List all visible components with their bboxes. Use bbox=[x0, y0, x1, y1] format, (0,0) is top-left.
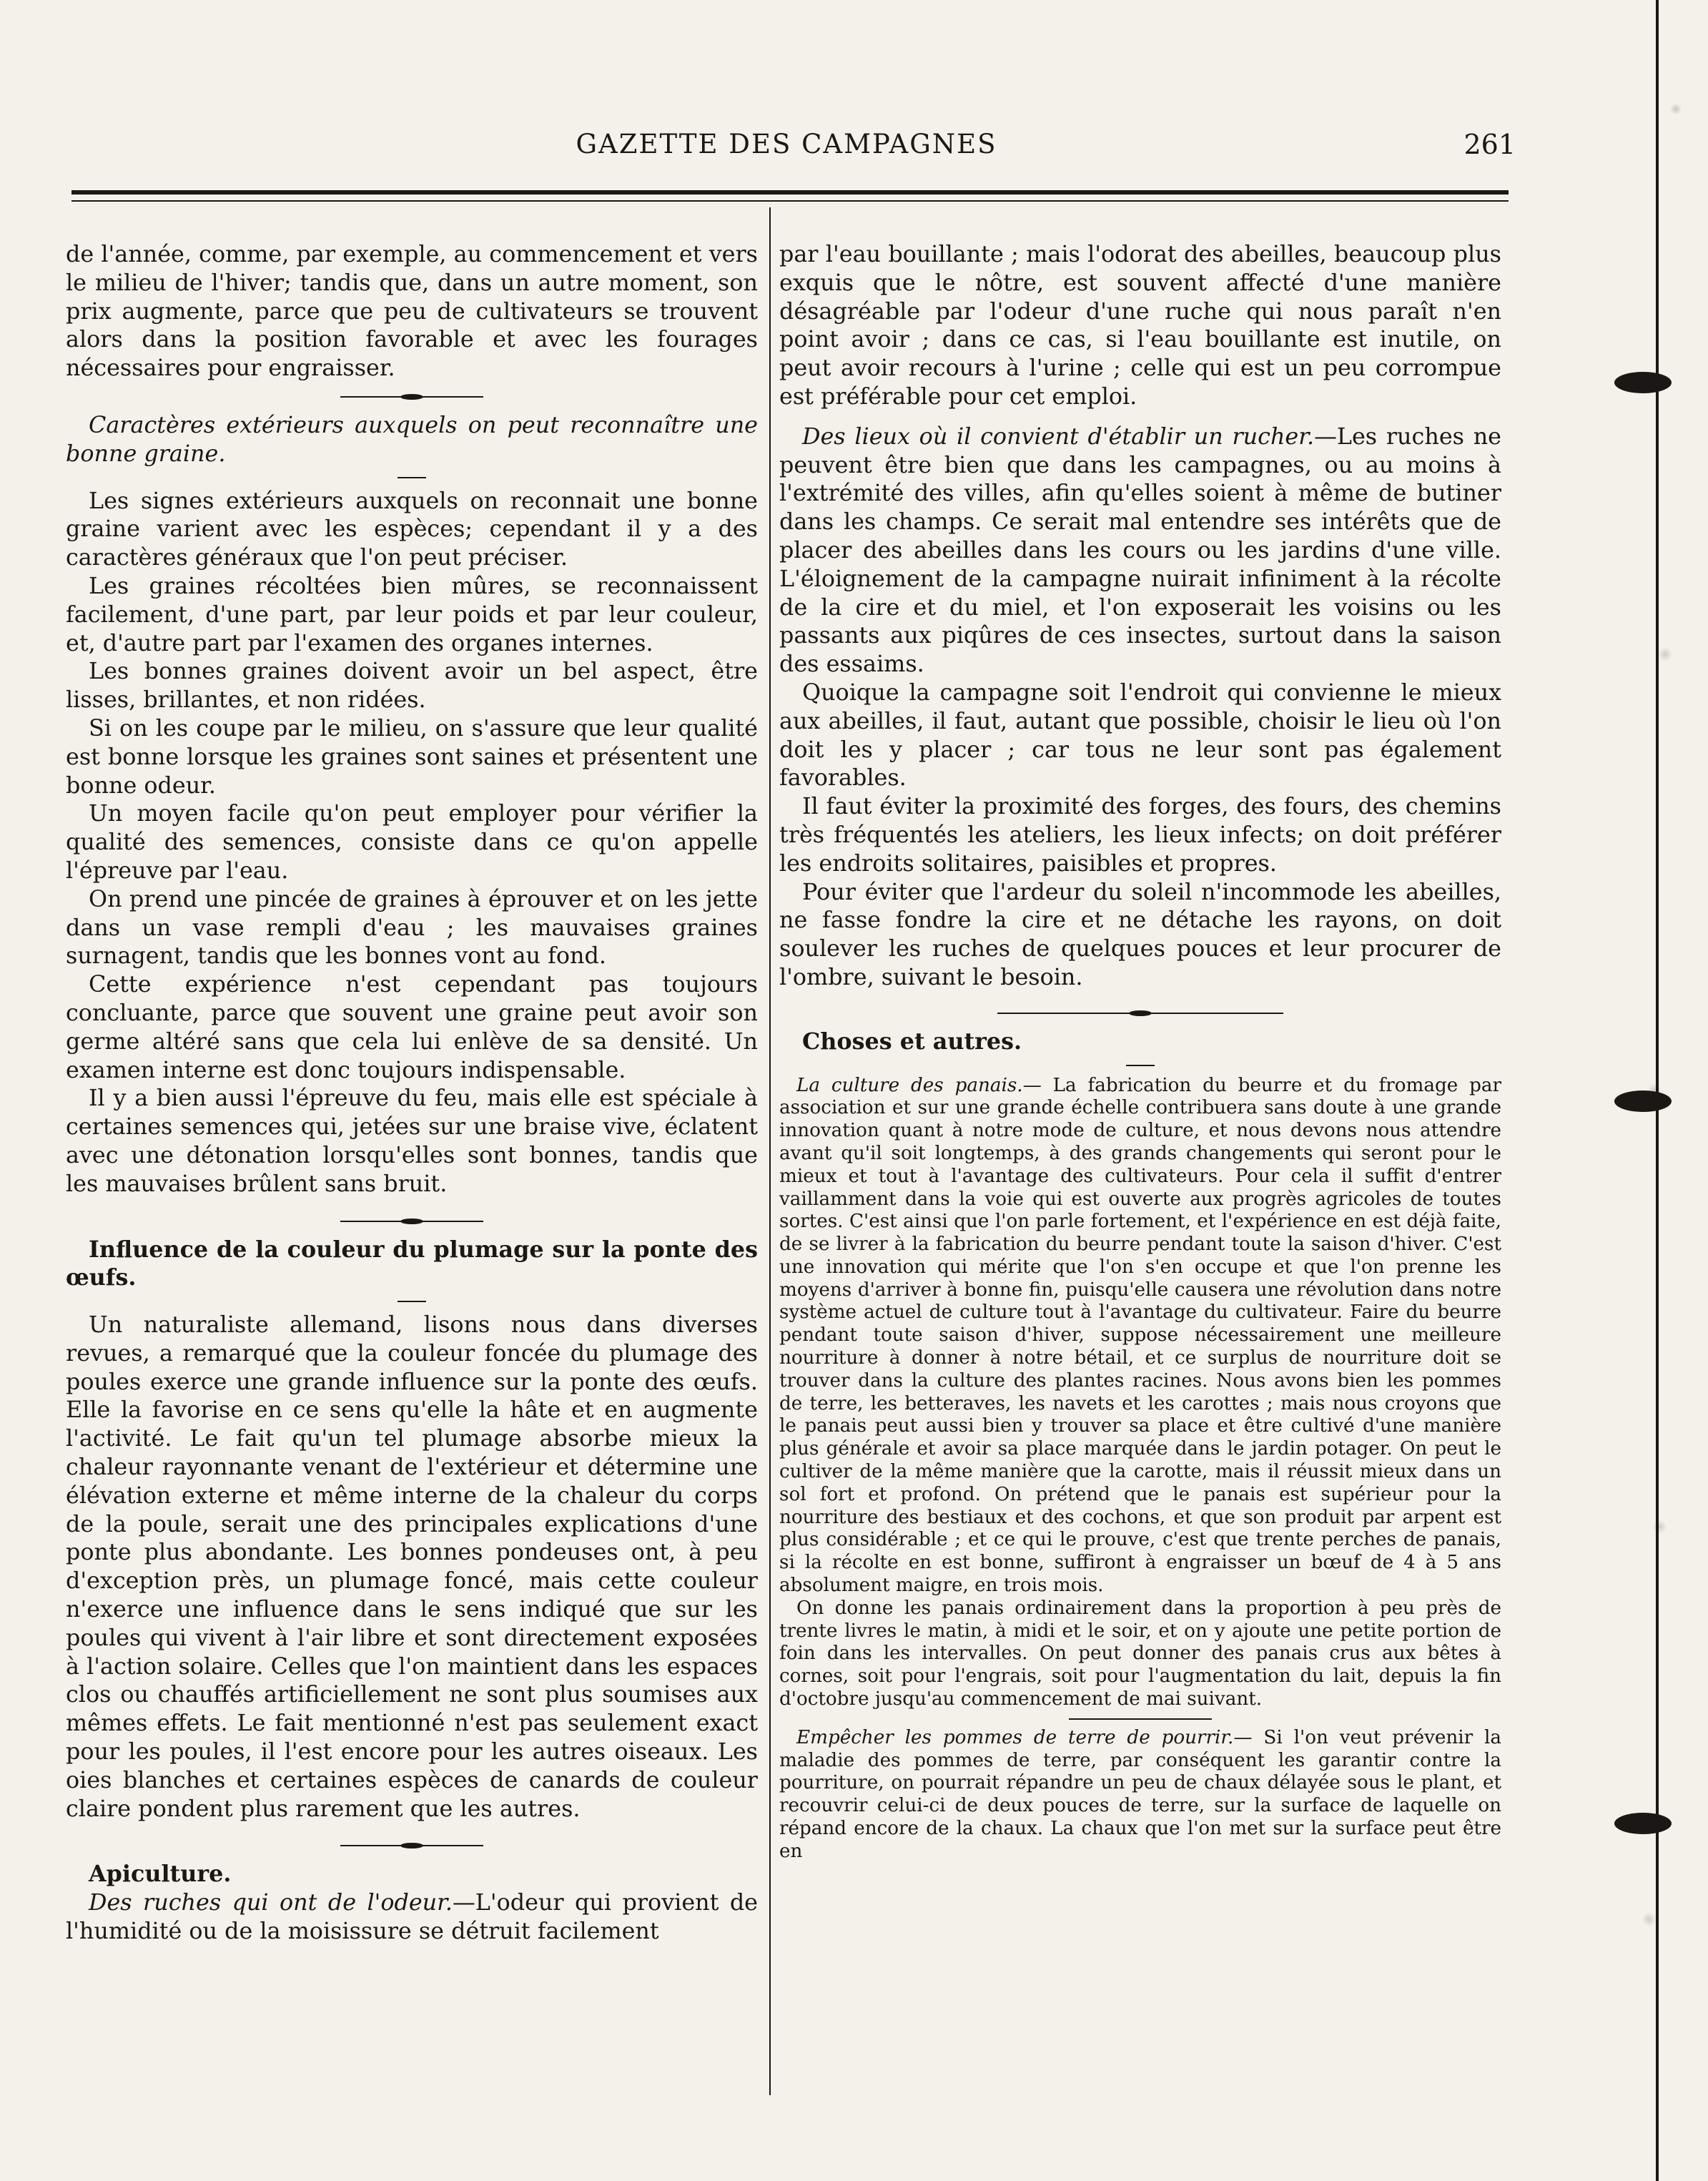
panais-lead: La culture des panais. bbox=[796, 1074, 1023, 1096]
rucher-paragraph-3: Il faut éviter la proximité des forges, des fours, des chemins très fréquentés les ateliers, les lieux infects; on doit préférer les endroits solitaires, paisibles et propres. bbox=[779, 793, 1501, 877]
running-head bbox=[71, 129, 1516, 172]
right-column bbox=[779, 240, 1501, 1864]
title-dash bbox=[1126, 1065, 1155, 1066]
apiculture-lead: Des ruches qui ont de l'odeur. bbox=[89, 1889, 453, 1916]
section-ornament bbox=[340, 1218, 483, 1224]
header-rule-thin bbox=[71, 200, 1509, 202]
binding-mark bbox=[1614, 372, 1672, 393]
page-number: 261 bbox=[1463, 129, 1516, 160]
graine-paragraph-5: Un moyen facile qu'on peut employer pour vérifier la qualité des semences, consiste dans ce qu'on appelle l'épreuve par l'eau. bbox=[66, 800, 758, 884]
binding-mark bbox=[1614, 1090, 1672, 1112]
apiculture-paragraph bbox=[66, 1889, 758, 1946]
graine-paragraph-6: On prend une pincée de graines à éprouver et on les jette dans un vase rempli d'eau ; les mauvaises graines surnagent, tandis que les bonnes vont au fond. bbox=[66, 885, 758, 970]
pommes-paragraph bbox=[779, 1727, 1501, 1864]
panais-text: — La fabrication du beurre et du fromage par association et sur une grande échelle contribuera sans doute à une grande innovation quant à notre mode de culture, et nous devons nous attendre avant qu'il soit longtemps, à des grands changements qui seront pour le mieux et tout à l'avantage des cultivateurs. Pour cela il suffit d'entrer vaillamment dans la voie qui est ouverte aux progrès agricoles de toutes sortes. C'est ainsi que l'on parle fortement, et l'expérience en est déjà faite, de se livrer à la fabrication du beurre pendant toute la saison d'hiver. C'est une innovation qui mérite que l'on s'en occupe et que l'on prenne les moyens d'arriver à bonne fin, puisqu'elle causera une révolution dans notre système actuel de culture tout à l'avantage du cultivateur. Faire du beurre pendant toute saison d'hiver, suppose nécessairement une meilleure nourriture à donner à notre bétail, et ce surplus de nourriture doit se trouver dans la culture des plantes racines. Nous avons bien les pommes de terre, les betteraves, les navets et les carottes ; mais nous croyons que le panais peut aussi bien y trouver sa place et être cultivé d'une manière plus générale et avoir sa place marquée dans le jardin potager. On peut le cultiver de la même manière que la carotte, mais il réussit mieux dans un sol fort et profond. On prétend que le panais est supérieur pour la nourriture des bestiaux et des cochons, et que son produit par arpent est plus considérable ; et ce qui le prouve, c'est que trente perches de panais, si la récolte en est bonne, suffiront à engraisser un bœuf de 4 à 5 ans absolument maigre, en trois mois. bbox=[779, 1074, 1502, 1597]
item-divider bbox=[1069, 1718, 1212, 1720]
panais-paragraph-2: On donne les panais ordinairement dans la proportion à peu près de trente livres le matin, à midi et le soir, et on y ajoute une petite portion de foin dans les intervalles. On peut donner des panais crus aux bêtes à cornes, soit pour l'engrais, soit pour l'augmentation du lait, depuis la fin d'octobre jusqu'au commencement de mai suivant. bbox=[779, 1597, 1501, 1710]
graine-paragraph-4: Si on les coupe par le milieu, on s'assure que leur qualité est bonne lorsque les graines sont saines et présentent une bonne odeur. bbox=[66, 714, 758, 799]
section-ornament bbox=[340, 394, 483, 400]
pommes-lead: Empêcher les pommes de terre de pourrir. bbox=[796, 1726, 1234, 1748]
left-intro-paragraph: de l'année, comme, par exemple, au commencement et vers le milieu de l'hiver; tandis que, dans un autre moment, son prix augmente, parce que peu de cultivateurs se trouvent alors dans la position favorable et avec les fourages nécessaires pour engraisser. bbox=[66, 241, 758, 382]
title-dash bbox=[398, 1301, 426, 1302]
rucher-paragraph-2: Quoique la campagne soit l'endroit qui convienne le mieux aux abeilles, il faut, autant que possible, choisir le lieu où l'on doit les y placer ; car tous ne leur sont pas également favorables. bbox=[779, 679, 1501, 792]
plumage-title: Influence de la couleur du plumage sur la ponte des œufs. bbox=[66, 1236, 758, 1291]
rucher-paragraph-4: Pour éviter que l'ardeur du soleil n'incommode les abeilles, ne fasse fondre la cire et ne détache les rayons, on doit soulever les ruches de quelques pouces et leur procurer de l'ombre, suivant le besoin. bbox=[779, 878, 1501, 990]
plumage-paragraph: Un naturaliste allemand, lisons nous dans diverses revues, a remarqué que la couleur foncée du plumage des poules exerce une grande influence sur la ponte des œufs. Elle la favorise en ce sens qu'elle la hâte et en augmente l'activité. Le fait qu'un tel plumage absorbe mieux la chaleur rayonnante venant de l'extérieur et détermine une élévation externe et même interne de la chaleur du corps de la poule, serait une des principales explications d'une ponte plus abondante. Les bonnes pondeuses ont, à peu d'exception près, un plumage foncé, mais cette couleur n'exerce une influence dans le sens indiqué que sur les poules qui vivent à l'air libre et sont directement exposées à l'action solaire. Celles que l'on maintient dans les espaces clos ou chauffés artificiellement ne sont plus soumises aux mêmes effets. Le fait mentionné n'est pas seulement exact pour les poules, il l'est encore pour les autres oiseaux. Les oies blanches et certaines espèces de canards de couleur claire pondent plus rarement que les autres. bbox=[66, 1311, 758, 1822]
title-dash bbox=[398, 477, 426, 478]
choses-title: Choses et autres. bbox=[802, 1028, 1022, 1055]
right-continuation-paragraph: par l'eau bouillante ; mais l'odorat des abeilles, beaucoup plus exquis que le nôtre, est souvent affecté d'une manière désagréable par l'odeur d'une ruche qui nous paraît n'en point avoir ; dans ce cas, si l'eau bouillante est inutile, on peut avoir recours à l'urine ; celle qui est un peu corrompue est préférable pour cet emploi. bbox=[779, 241, 1501, 410]
running-title: GAZETTE DES CAMPAGNES bbox=[576, 129, 997, 159]
column-divider bbox=[769, 207, 771, 2095]
apiculture-title: Apiculture. bbox=[89, 1861, 232, 1888]
header-rule-thick bbox=[71, 190, 1509, 195]
apiculture-text: —L'odeur qui provient de l'humidité ou de la moisissure se détruit facilement bbox=[66, 1889, 759, 1945]
graine-paragraph-1: Les signes extérieurs auxquels on reconnait une bonne graine varient avec les espèces; cependant il y a des caractères généraux que l'on peut préciser. bbox=[66, 487, 758, 571]
section-ornament bbox=[340, 1843, 483, 1848]
graine-paragraph-2: Les graines récoltées bien mûres, se reconnaissent facilement, d'une part, par leur poids et par leur couleur, et, d'autre part par l'examen des organes internes. bbox=[66, 572, 758, 656]
scan-noise bbox=[1601, 0, 1708, 2181]
rucher-lead: Des lieux où il convient d'établir un rucher. bbox=[802, 423, 1315, 450]
graine-title: Caractères extérieurs auxquels on peut reconnaître une bonne graine. bbox=[66, 411, 758, 467]
pommes-text: — Si l'on veut prévenir la maladie des pommes de terre, par conséquent les garantir contre la pourriture, on pourrait répandre un peu de chaux délayée sous le plant, et recouvrir celui-ci de deux pouces de terre, sur la surface de laquelle on répand encore de la chaux. La chaux que l'on met sur la surface peut être en bbox=[779, 1726, 1501, 1862]
rucher-paragraph bbox=[779, 423, 1501, 679]
graine-paragraph-3: Les bonnes graines doivent avoir un bel aspect, être lisses, brillantes, et non ridées. bbox=[66, 658, 758, 714]
rucher-text: —Les ruches ne peuvent être bien que dans les campagnes, ou au moins à l'extrémité des villes, afin qu'elles soient à même de butiner dans les champs. Ce serait mal entendre ses intérêts que de placer des abeilles dans les cours ou les jardins d'une ville. L'éloignement de la campagne nuirait infiniment à la récolte de la cire et du miel, et l'on exposerait les voisins ou les passants aux piqûres de ces insectes, surtout dans la saison des essaims. bbox=[779, 423, 1501, 678]
section-ornament bbox=[997, 1010, 1283, 1016]
graine-paragraph-7: Cette expérience n'est cependant pas toujours concluante, parce que souvent une graine peut avoir son germe altéré sans que cela lui enlève de sa densité. Un examen interne est donc toujours indispensable. bbox=[66, 971, 758, 1083]
panais-paragraph bbox=[779, 1075, 1501, 1597]
graine-paragraph-8: Il y a bien aussi l'épreuve du feu, mais elle est spéciale à certaines semences qui, jetées sur une braise vive, éclatent avec une détonation lorsqu'elles sont bonnes, tandis que les mauvaises brûlent sans bruit. bbox=[66, 1085, 758, 1197]
binding-edge bbox=[1656, 0, 1659, 2181]
binding-mark bbox=[1614, 1813, 1672, 1834]
left-column bbox=[66, 240, 758, 1946]
choses-section bbox=[779, 1075, 1501, 1864]
